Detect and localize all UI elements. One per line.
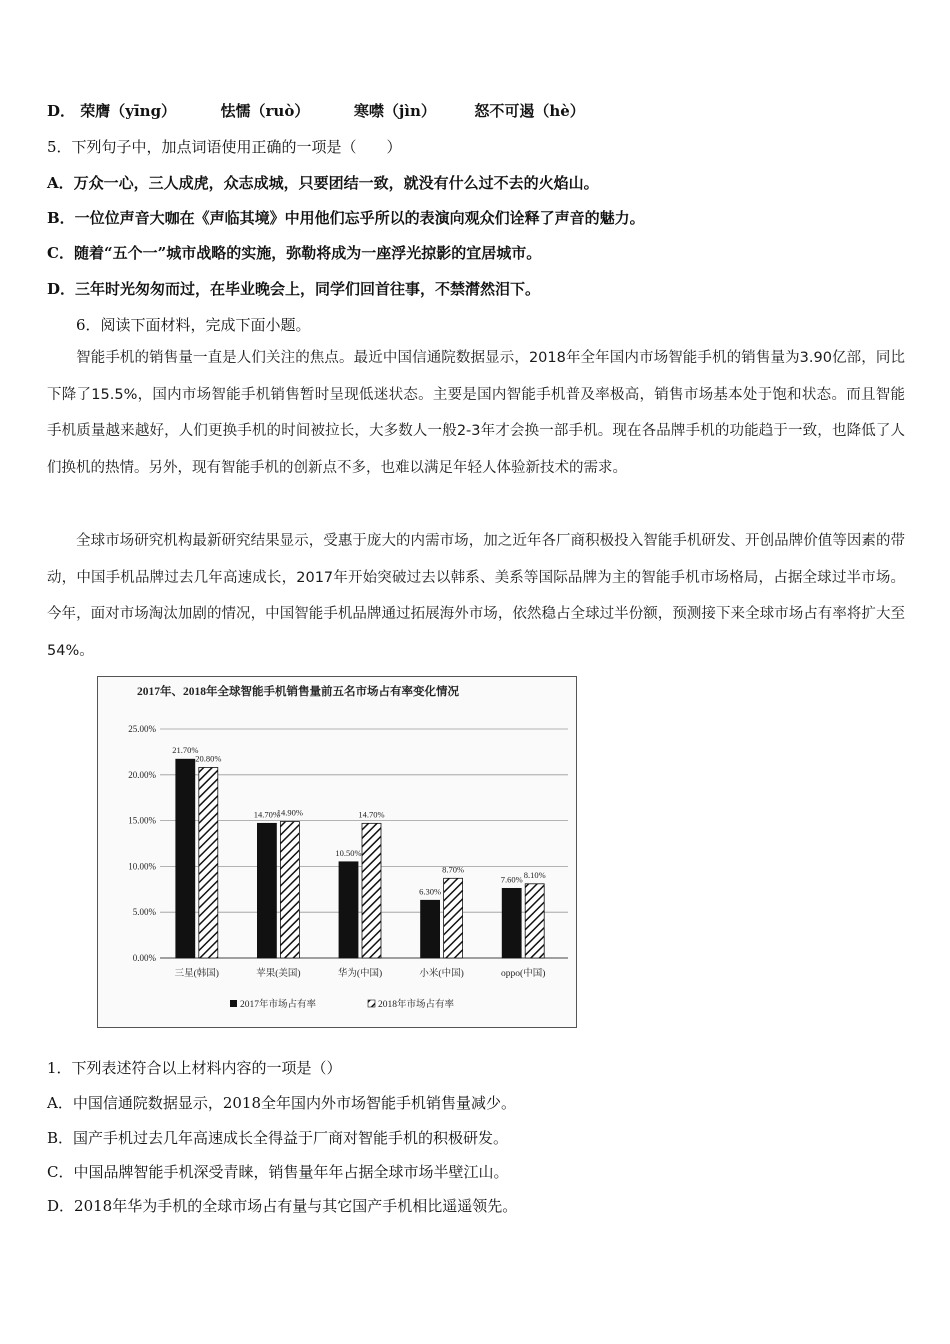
word-2: 怯懦（ruò） [220,102,310,120]
subq-stem: 1．下列表述符合以上材料内容的一项是（） [47,1059,342,1077]
y-tick-label: 10.00% [128,861,156,872]
legend-2018-swatch [368,1000,375,1007]
word-3: 寒噤（jìn） [353,102,436,120]
data-label-2017: 14.70% [253,809,281,820]
q5-option-c: C．随着“五个一”城市战略的实施，弥勒将成为一座浮光掠影的宜居城市。 [47,244,542,262]
bar-2017 [421,900,440,958]
option-label: D． [47,102,76,120]
category-label: 华为(中国) [337,969,383,979]
q5-option-a: A．万众一心，三人成虎，众志成城，只要团结一致，就没有什么过不去的火焰山。 [47,174,599,192]
paragraph-2-text: 全球市场研究机构最新研究结果显示，受惠于庞大的内需市场，加之近年各厂商积极投入智能手机研发、开创品牌价值等因素的带动，中国手机品牌过去几年高速成长，2017年开始突破过去以韩系、美系等国际品牌为主的智能手机市场格局，占据全球过半市场。今年，面对市场淘汰加剧的情况，中国智能手机品牌通过拓展海外市场，依然稳占全球过半份额，预测接下来全球市场占有率将扩大至54%。 [47,533,905,659]
word-4: 怒不可遏（hè） [474,102,585,120]
subq-option-d: D．2018年华为手机的全球市场占有量与其它国产手机相比遥遥领先。 [47,1197,518,1215]
category-label: 三星(韩国) [174,969,219,979]
legend-2017-label: 2017年市场占有率 [240,1000,317,1010]
bar-2018 [525,884,544,958]
bar-2018 [199,767,218,958]
word-1: 荣膺（yīng） [80,102,177,120]
chart-title: 2017年、2018年全球智能手机销售量前五名市场占有率变化情况 [137,686,459,698]
y-tick-label: 25.00% [128,724,156,734]
legend-2018-label: 2018年市场占有率 [378,1000,455,1010]
data-label-2018: 14.70% [358,809,385,820]
y-tick-label: 15.00% [128,815,156,826]
data-label-2018: 20.80% [195,753,222,764]
bar-2017 [257,823,276,958]
data-label-2018: 8.70% [442,864,465,875]
data-label-2017: 6.30% [419,886,442,897]
q6-paragraph-2 [47,523,905,669]
bar-2017 [339,862,358,958]
data-label-2018: 8.10% [523,869,546,880]
data-label-2017: 10.50% [335,847,362,858]
y-tick-label: 5.00% [132,907,156,918]
subq-option-b: B．国产手机过去几年高速成长全得益于厂商对智能手机的积极研发。 [47,1129,509,1147]
y-tick-label: 20.00% [128,769,156,780]
q5-option-d: D．三年时光匆匆而过，在毕业晚会上，同学们回首往事，不禁潸然泪下。 [47,280,541,298]
subq-option-c: C．中国品牌智能手机深受青睐，销售量年年占据全球市场半壁江山。 [47,1163,509,1181]
q5-stem: 5．下列句子中，加点词语使用正确的一项是（ ） [47,138,402,156]
bar-2018 [280,822,299,958]
bar-2017 [502,888,521,958]
data-label-2017: 7.60% [500,874,523,885]
paragraph-1-text: 智能手机的销售量一直是人们关注的焦点。最近中国信通院数据显示，2018年全年国内市场智能手机的销售量为3.90亿部，同比下降了15.5%，国内市场智能手机销售暂时呈现低迷状态。主要是国内智能手机普及率极高，销售市场基本处于饱和状态。而且智能手机质量越来越好，人们更换手机的时间被拉长，大多数人一般2-3年才会换一部手机。现在各品牌手机的功能趋于一致，也降低了人们换机的热情。另外，现有智能手机的创新点不多，也难以满足年轻人体验新技术的需求。 [47,350,905,476]
option-d-pinyin [47,101,585,121]
y-tick-label: 0.00% [132,953,156,963]
chart-svg [98,677,576,1027]
q5-option-b: B．一位位声音大咖在《声临其境》中用他们忘乎所以的表演向观众们诠释了声音的魅力。 [47,209,645,227]
bar-2018 [444,878,463,958]
data-label-2018: 14.90% [276,807,304,818]
q6-heading: 6．阅读下面材料，完成下面小题。 [76,316,311,334]
q6-paragraph-1 [47,340,905,486]
subq-option-a: A．中国信通院数据显示，2018全年国内外市场智能手机销售量减少。 [47,1094,517,1112]
bar-2018 [362,823,381,958]
category-label: 小米(中国) [419,969,464,979]
legend-2017-swatch [230,1000,237,1007]
category-label: oppo(中国) [501,969,546,979]
chart-legend [230,998,455,1010]
category-label: 苹果(美国) [256,969,301,979]
data-label-2017: 21.70% [172,745,199,756]
market-share-chart [97,676,577,1028]
bar-2017 [176,759,195,958]
